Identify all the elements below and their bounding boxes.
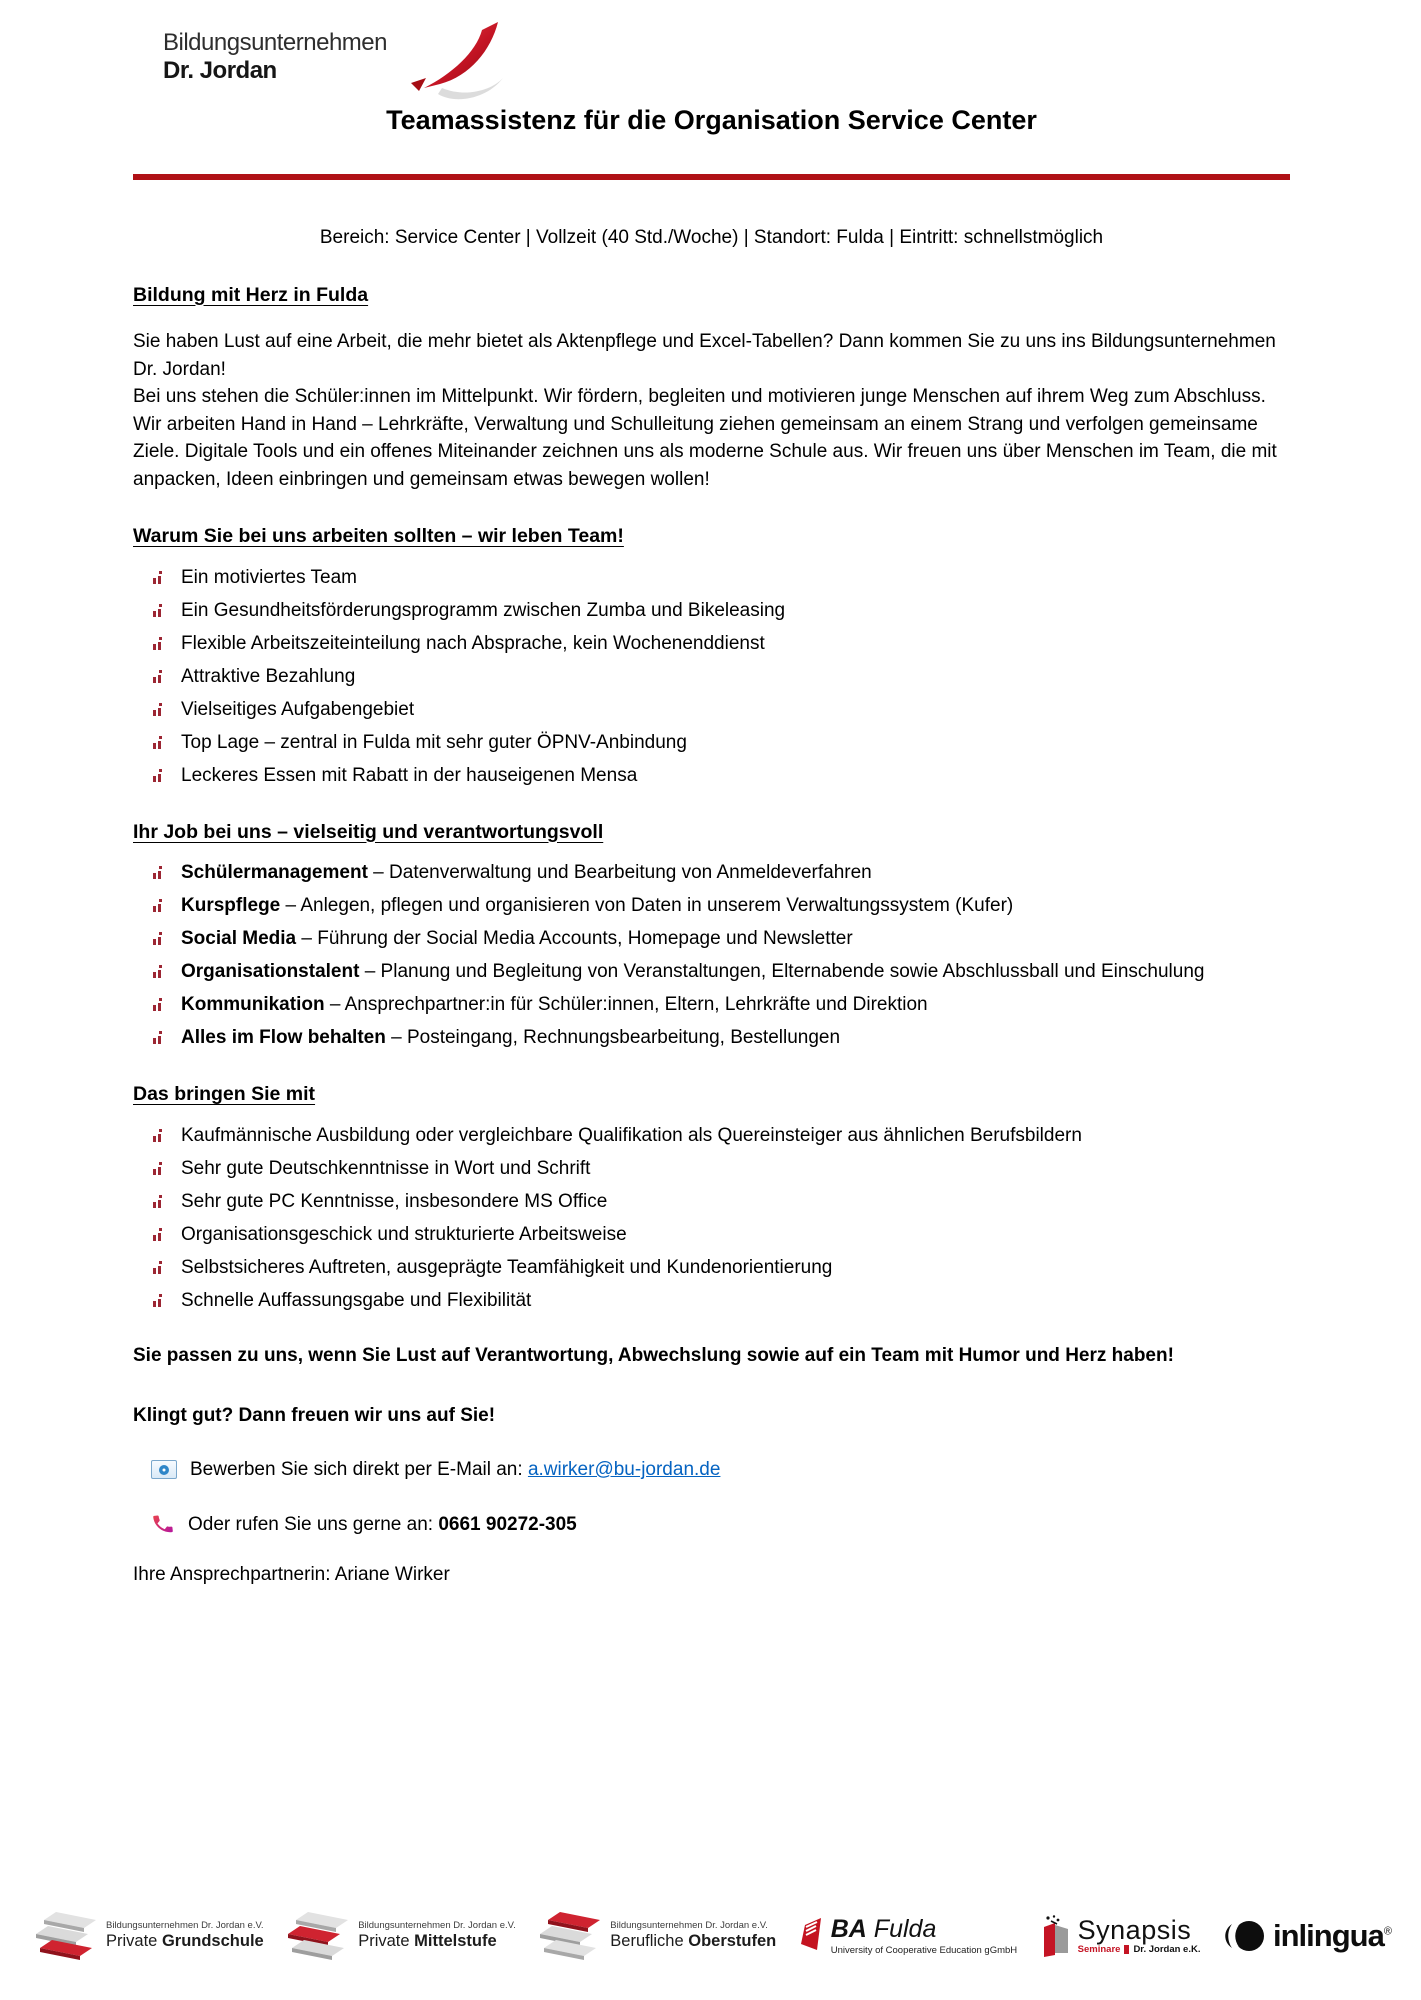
logo-bullet-icon — [152, 1228, 164, 1241]
logo-bullet-icon — [152, 932, 164, 945]
logo-bullet-icon — [152, 998, 164, 1011]
section-heading-profile: Das bringen Sie mit — [133, 1083, 316, 1105]
synapsis-red-square — [1124, 1945, 1129, 1954]
footer-logo-grundschule: Bildungsunternehmen Dr. Jordan e.V. Private Grundschule — [36, 1910, 264, 1962]
job-tasks-list — [133, 859, 1290, 1051]
logo-bullet-icon — [152, 1294, 164, 1307]
list-item: Kurspflege – Anlegen, pflegen und organisieren von Daten in unserem Verwaltungssystem (Kufer) — [152, 892, 1290, 919]
profile-list — [133, 1122, 1290, 1314]
phone-number: 0661 90272-305 — [438, 1513, 577, 1535]
email-text: Bewerben Sie sich direkt per E-Mail an: a.wirker@bu-jordan.de — [190, 1459, 721, 1480]
email-row — [133, 1456, 1290, 1484]
intro-line-2: Bei uns stehen die Schüler:innen im Mittelpunkt. Wir fördern, begleiten und motivieren junge Menschen auf ihrem Weg zum Abschluss. — [133, 386, 1266, 407]
list-item: Kaufmännische Ausbildung oder vergleichbare Qualifikation als Quereinsteiger aus ähnlichen Berufsbildern — [152, 1122, 1290, 1149]
section-heading-intro: Bildung mit Herz in Fulda — [133, 283, 369, 306]
brand-logo — [163, 30, 387, 83]
footer-logo-oberstufen: Bildungsunternehmen Dr. Jordan e.V. Berufliche Oberstufen — [540, 1910, 776, 1962]
phone-text: Oder rufen Sie uns gerne an: 0661 90272-305 — [188, 1513, 577, 1535]
footer-logo-org-line: Bildungsunternehmen Dr. Jordan e.V. — [358, 1920, 516, 1932]
logo-bullet-icon — [152, 1031, 164, 1044]
page-title: Teamassistenz für die Organisation Service Center — [386, 105, 1037, 135]
logo-bullet-icon — [152, 965, 164, 978]
list-item: Alles im Flow behalten – Posteingang, Rechnungsbearbeitung, Bestellungen — [152, 1024, 1290, 1051]
contact-person: Ihre Ansprechpartnerin: Ariane Wirker — [133, 1564, 450, 1585]
fit-statement: Sie passen zu uns, wenn Sie Lust auf Verantwortung, Abwechslung sowie auf ein Team mit Humor und Herz haben! — [133, 1344, 1174, 1366]
logo-bullet-icon — [152, 736, 164, 749]
benefits-list — [133, 564, 1290, 789]
logo-bullet-icon — [152, 899, 164, 912]
job-meta-line: Bereich: Service Center | Vollzeit (40 Std./Woche) | Standort: Fulda | Eintritt: schnellstmöglich — [319, 227, 1104, 248]
list-item: Sehr gute Deutschkenntnisse in Wort und Schrift — [152, 1155, 1290, 1182]
logo-bullet-icon — [152, 637, 164, 650]
inlingua-icon — [1225, 1917, 1265, 1955]
intro-paragraph — [133, 328, 1290, 493]
title-divider — [133, 174, 1290, 180]
intro-line-3: Wir arbeiten Hand in Hand – Lehrkräfte, Verwaltung und Schulleitung ziehen gemeinsam an einem Strang und verfolgen gemeinsame Ziele. Digitale Tools und ein offenes Miteinander zeichnen uns als moderne Schule aus. Wir freuen uns über Menschen im Team, die mit anpacken, Ideen einbringen und gemeinsam etwas bewegen wollen! — [133, 413, 1277, 490]
section-heading-benefits: Warum Sie bei uns arbeiten sollten – wir leben Team! — [133, 525, 624, 547]
phone-icon — [150, 1511, 176, 1537]
list-item: Leckeres Essen mit Rabatt in der hauseigenen Mensa — [152, 762, 1290, 789]
list-item: Social Media – Führung der Social Media Accounts, Homepage und Newsletter — [152, 925, 1290, 952]
stacked-books-icon — [288, 1910, 350, 1962]
list-item: Vielseitiges Aufgabengebiet — [152, 696, 1290, 723]
intro-line-1: Sie haben Lust auf eine Arbeit, die mehr bietet als Aktenpflege und Excel-Tabellen? Dann kommen Sie zu uns ins Bildungsunternehmen Dr. Jordan! — [133, 331, 1276, 380]
list-item: Top Lage – zentral in Fulda mit sehr guter ÖPNV-Anbindung — [152, 729, 1290, 756]
cta-heading: Klingt gut? Dann freuen wir uns auf Sie! — [133, 1404, 496, 1426]
brand-swoosh-icon — [408, 20, 508, 104]
section-heading-job: Ihr Job bei uns – vielseitig und verantwortungsvoll — [133, 820, 604, 843]
logo-bullet-icon — [152, 769, 164, 782]
list-item: Organisationsgeschick und strukturierte Arbeitsweise — [152, 1221, 1290, 1248]
list-item: Ein motiviertes Team — [152, 564, 1290, 591]
logo-bullet-icon — [152, 866, 164, 879]
list-item: Schülermanagement – Datenverwaltung und Bearbeitung von Anmeldeverfahren — [152, 859, 1290, 886]
synapsis-book-icon — [1042, 1915, 1070, 1957]
logo-bullet-icon — [152, 703, 164, 716]
brand-name-bottom: Dr. Jordan — [163, 57, 277, 85]
list-item: Kommunikation – Ansprechpartner:in für Schüler:innen, Eltern, Lehrkräfte und Direktion — [152, 991, 1290, 1018]
list-item: Attraktive Bezahlung — [152, 663, 1290, 690]
ba-fulda-subtitle: University of Cooperative Education gGmbH — [830, 1944, 1018, 1956]
inlingua-wordmark: inlingua® — [1273, 1918, 1391, 1953]
list-item: Schnelle Auffassungsgabe und Flexibilität — [152, 1287, 1290, 1314]
email-icon — [151, 1460, 177, 1479]
stacked-books-icon — [36, 1910, 98, 1962]
phone-row — [133, 1511, 1290, 1539]
list-item: Flexible Arbeitszeiteinteilung nach Absprache, kein Wochenenddienst — [152, 630, 1290, 657]
brand-name-top: Bildungsunternehmen — [163, 29, 387, 56]
ba-fulda-icon — [801, 1918, 823, 1954]
footer-logo-ba-fulda: BA Fulda University of Cooperative Education gGmbH — [801, 1915, 1017, 1957]
logo-bullet-icon — [152, 1261, 164, 1274]
footer-logo-org-line: Bildungsunternehmen Dr. Jordan e.V. — [106, 1920, 264, 1932]
footer-logo-org-line: Bildungsunternehmen Dr. Jordan e.V. — [610, 1920, 768, 1932]
logo-bullet-icon — [152, 1195, 164, 1208]
stacked-books-icon — [540, 1910, 602, 1962]
document-body — [133, 104, 1290, 1589]
logo-bullet-icon — [152, 670, 164, 683]
logo-bullet-icon — [152, 1162, 164, 1175]
footer-logo-strip — [36, 1890, 1391, 1982]
footer-logo-mittelstufe: Bildungsunternehmen Dr. Jordan e.V. Private Mittelstufe — [288, 1910, 516, 1962]
footer-logo-inlingua — [1225, 1917, 1391, 1955]
list-item: Selbstsicheres Auftreten, ausgeprägte Teamfähigkeit und Kundenorientierung — [152, 1254, 1290, 1281]
email-link[interactable]: a.wirker@bu-jordan.de — [527, 1459, 721, 1480]
logo-bullet-icon — [152, 1129, 164, 1142]
list-item: Ein Gesundheitsförderungsprogramm zwischen Zumba und Bikeleasing — [152, 597, 1290, 624]
logo-bullet-icon — [152, 571, 164, 584]
list-item: Sehr gute PC Kenntnisse, insbesondere MS Office — [152, 1188, 1290, 1215]
footer-logo-synapsis: Synapsis Seminare Dr. Jordan e.K. — [1042, 1915, 1201, 1957]
list-item: Organisationstalent – Planung und Begleitung von Veranstaltungen, Elternabende sowie Abschlussball und Einschulung — [152, 958, 1290, 985]
logo-bullet-icon — [152, 604, 164, 617]
synapsis-wordmark: Synapsis — [1077, 1914, 1192, 1945]
